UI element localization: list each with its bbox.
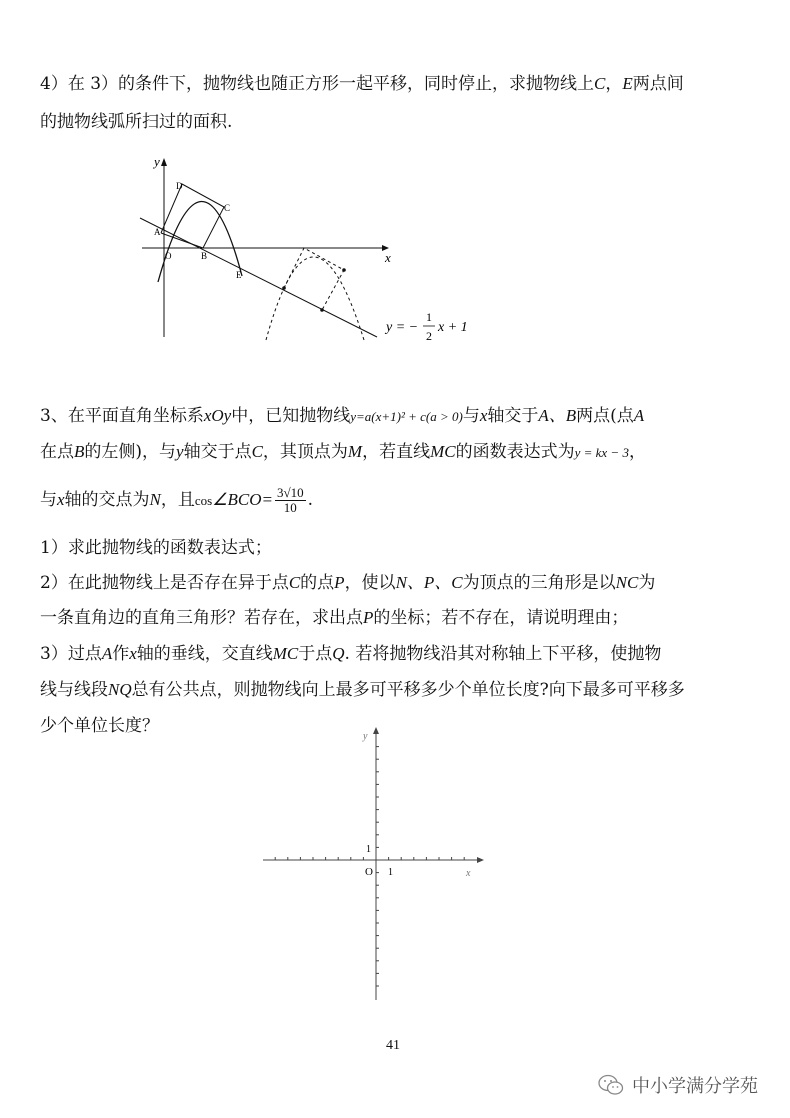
math-text: y bbox=[176, 442, 184, 461]
text: ，若直线 bbox=[362, 442, 431, 462]
q3-line-3 bbox=[40, 484, 313, 517]
text: ，其顶点为 bbox=[262, 442, 348, 462]
parabola-equation: y=a(x+1)² + c(a > 0) bbox=[350, 409, 463, 424]
math-text: MC bbox=[430, 442, 456, 461]
math-text: NQ bbox=[108, 680, 132, 699]
cos-text: cos bbox=[194, 493, 213, 508]
text: 两点(点 bbox=[576, 406, 634, 426]
label-e: E bbox=[236, 270, 242, 280]
y-axis-arrow-icon bbox=[161, 158, 167, 166]
wechat-icon bbox=[598, 1074, 624, 1096]
separator: ， bbox=[605, 74, 623, 94]
text: ，且 bbox=[160, 490, 195, 510]
watermark bbox=[598, 1072, 758, 1098]
text: 在点 bbox=[40, 442, 74, 462]
label-o: O bbox=[165, 251, 172, 261]
text: 为 bbox=[638, 573, 656, 593]
line-graph bbox=[140, 218, 377, 337]
y-axis-arrow-icon bbox=[373, 727, 379, 734]
y-axis-label: y bbox=[154, 154, 160, 169]
text: 的点 bbox=[300, 573, 335, 593]
text: 的坐标；若不存在，请说明理由； bbox=[373, 608, 629, 628]
q4-line-2: 的抛物线弧所扫过的面积. bbox=[40, 112, 233, 132]
equation-denominator: 2 bbox=[426, 329, 432, 343]
square-dashed bbox=[284, 248, 344, 310]
line-equation: y = kx − 3 bbox=[574, 445, 629, 460]
text: . 若将抛物线沿其对称轴上下平移，使抛物 bbox=[344, 644, 662, 664]
label-a: A bbox=[154, 227, 161, 237]
equation-right: x + 1 bbox=[438, 320, 468, 335]
math-text: P bbox=[334, 573, 345, 592]
point-dot bbox=[282, 286, 286, 290]
q4-line-1 bbox=[40, 72, 684, 96]
origin-label: O bbox=[365, 866, 373, 878]
math-text: N、P、C bbox=[395, 573, 463, 592]
text: 中，已知抛物线 bbox=[231, 406, 351, 426]
math-text: C bbox=[288, 573, 301, 592]
watermark-text: 中小学满分学苑 bbox=[632, 1076, 758, 1097]
math-text: N bbox=[149, 490, 161, 509]
math-text: M bbox=[347, 442, 363, 461]
x-unit-label: 1 bbox=[388, 867, 393, 878]
text: 2）在此抛物线上是否存在异于点 bbox=[40, 573, 289, 593]
text: ， bbox=[628, 442, 646, 462]
math-text: x bbox=[57, 490, 65, 509]
math-text: x bbox=[129, 644, 137, 663]
q3-part-3-line-3: 少个单位长度？ bbox=[40, 716, 159, 736]
text: 线与线段 bbox=[40, 680, 108, 700]
q3-part-3-line-1 bbox=[40, 642, 661, 666]
figure-2-coordinate-axes bbox=[255, 725, 495, 1010]
q4-text-a: 4）在 3）的条件下，抛物线也随正方形一起平移，同时停止，求抛物线上 bbox=[40, 74, 595, 94]
q4-text-b: 两点间 bbox=[632, 74, 684, 94]
q3-part-3-line-2 bbox=[40, 678, 685, 702]
q3-line-1 bbox=[40, 404, 644, 429]
math-text: MC bbox=[272, 644, 299, 663]
text: 轴交于点 bbox=[183, 442, 252, 462]
parabola-dashed bbox=[266, 257, 364, 340]
x-axis-label: x bbox=[466, 868, 471, 879]
math-text: A bbox=[101, 644, 113, 663]
math-text: P bbox=[363, 608, 374, 627]
text: 的左侧)，与 bbox=[84, 442, 177, 462]
q3-part-1: 1）求此抛物线的函数表达式； bbox=[40, 538, 272, 558]
cos-fraction bbox=[275, 486, 306, 515]
page-number: 41 bbox=[386, 1038, 400, 1053]
y-unit-label: 1 bbox=[366, 844, 371, 855]
parabola-solid bbox=[158, 201, 242, 282]
x-axis-arrow-icon bbox=[477, 857, 484, 863]
text: 作 bbox=[112, 644, 130, 664]
equation-numerator: 1 bbox=[426, 310, 432, 324]
point-label: E bbox=[622, 74, 633, 93]
square-abcd bbox=[161, 184, 224, 248]
equation-left: y = − bbox=[386, 320, 419, 335]
text: 轴的交点为 bbox=[64, 490, 150, 510]
label-d: D bbox=[176, 181, 183, 191]
math-text: B bbox=[74, 442, 85, 461]
point-dot bbox=[342, 268, 346, 272]
text: 3）过点 bbox=[40, 644, 102, 664]
figure-1-parabola-square bbox=[132, 152, 482, 352]
text: 与 bbox=[40, 490, 57, 510]
text: ，使以 bbox=[344, 573, 396, 593]
label-b: B bbox=[201, 251, 208, 261]
math-text: C bbox=[251, 442, 263, 461]
angle-text: ∠BCO= bbox=[212, 490, 273, 509]
fraction-denominator: 10 bbox=[283, 500, 297, 515]
x-axis-label: x bbox=[385, 250, 391, 265]
math-text: xOy bbox=[203, 406, 232, 425]
text: 3、在平面直角坐标系 bbox=[40, 406, 204, 426]
text: 为顶点的三角形是以 bbox=[462, 573, 616, 593]
text: 与 bbox=[462, 406, 480, 426]
text: . bbox=[307, 490, 313, 510]
math-text: x bbox=[479, 406, 488, 425]
math-text: A bbox=[633, 406, 645, 425]
text: 轴的垂线，交直线 bbox=[136, 644, 273, 664]
text: 轴交于 bbox=[487, 406, 539, 426]
math-text: A、B bbox=[538, 406, 577, 425]
q3-part-2-line-1 bbox=[40, 571, 655, 595]
label-c: C bbox=[224, 203, 231, 213]
text: 一条直角边的直角三角形？若存在，求出点 bbox=[40, 608, 363, 628]
text: 于点 bbox=[298, 644, 333, 664]
text: 的函数表达式为 bbox=[455, 442, 575, 462]
math-text: NC bbox=[615, 573, 639, 592]
point-label: C bbox=[594, 74, 606, 93]
fraction-numerator: 3√10 bbox=[276, 485, 304, 500]
math-text: Q bbox=[332, 644, 345, 663]
q3-part-2-line-2 bbox=[40, 606, 628, 630]
q3-line-2 bbox=[40, 440, 646, 465]
text: 总有公共点，则抛物线向上最多可平移多少个单位长度?向下最多可平移多 bbox=[131, 680, 685, 700]
point-dot bbox=[320, 308, 324, 312]
y-axis-label: y bbox=[363, 731, 368, 742]
